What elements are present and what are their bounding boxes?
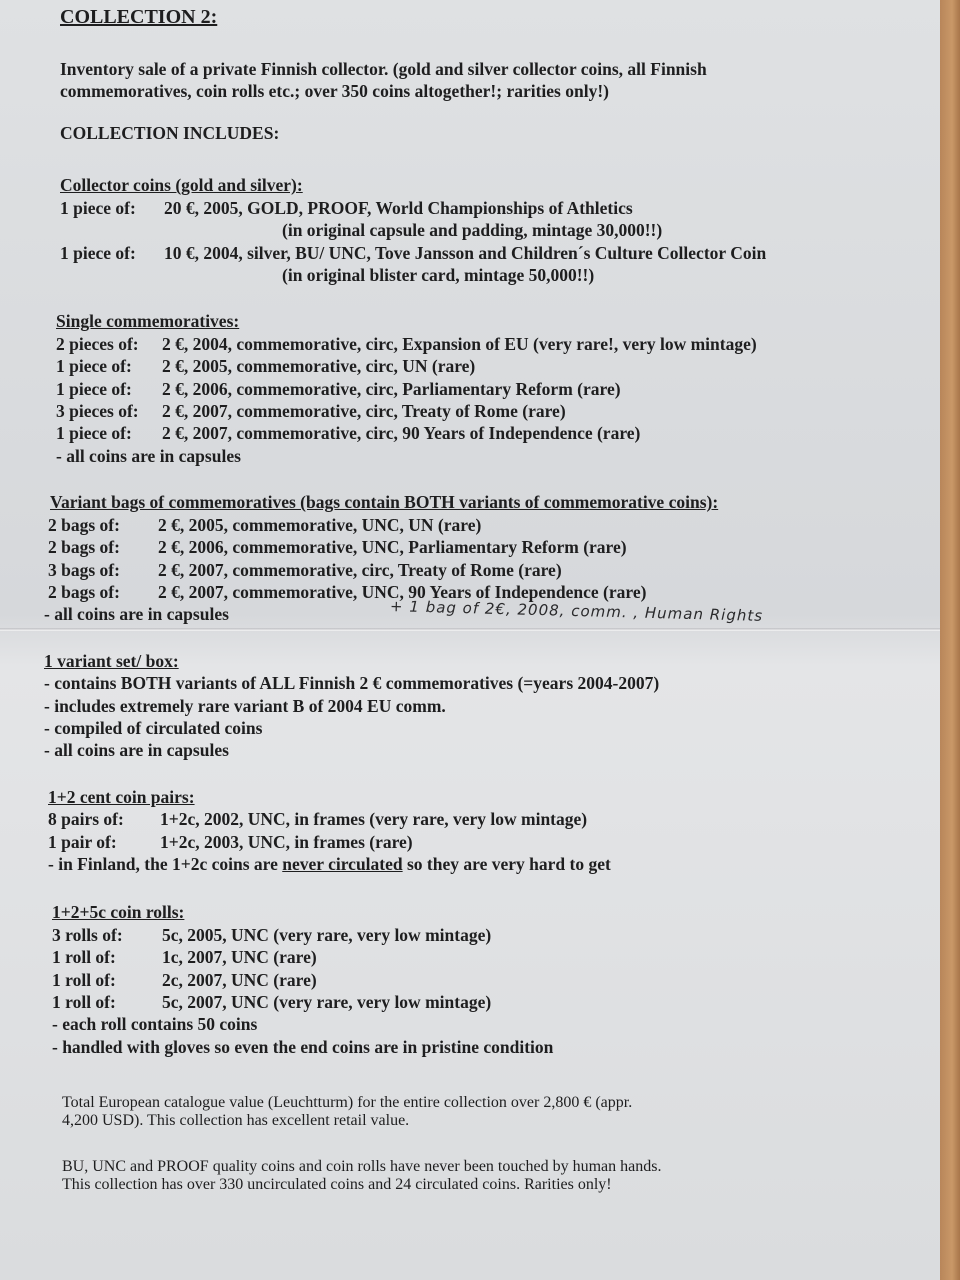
section-note: - handled with gloves so even the end coins are in pristine condition [52,1036,554,1057]
section-heading: 1+2 cent coin pairs: [48,786,195,807]
total-line: Total European catalogue value (Leuchtturm) for the entire collection over 2,800 € (appr. [62,1094,633,1111]
item-quantity: 1 pair of: [48,831,117,852]
section-heading: 1+2+5c coin rolls: [52,902,185,923]
collector-coins-section [44,174,924,286]
item-quantity: 1 piece of: [56,356,132,377]
intro-line: commemoratives, coin rolls etc.; over 350 coins altogether!; rarities only!) [60,81,609,101]
item-quantity: 8 pairs of: [48,809,124,830]
item-quantity: 1 roll of: [52,992,116,1012]
section-note: - contains BOTH variants of ALL Finnish 2 € commemoratives (=years 2004-2007) [44,673,660,694]
list-item [48,831,924,853]
list-item [52,969,924,991]
list-item [48,559,924,581]
item-quantity: 1 roll of: [52,969,116,990]
item-description: 2 €, 2007, commemorative, circ, Treaty of Rome (rare) [158,559,562,580]
list-item [48,514,924,536]
note-emphasis: never circulated [282,853,403,874]
item-description: 20 €, 2005, GOLD, PROOF, World Championships of Athletics [164,197,633,218]
item-description: 2 €, 2007, commemorative, circ, 90 Years of Independence (rare) [162,423,641,444]
section-heading: 1 variant set/ box: [44,650,179,671]
section-note: - all coins are in capsules [44,740,229,761]
item-quantity: 3 pieces of: [56,401,139,422]
intro-line: Inventory sale of a private Finnish collector. (gold and silver collector coins, all Finnish [60,59,707,79]
list-item [48,536,924,558]
list-item [60,242,924,264]
list-item [56,422,924,444]
note-text: so they are very hard to get [402,853,611,874]
item-quantity: 1 roll of: [52,947,116,968]
item-description: 2c, 2007, UNC (rare) [162,969,317,990]
item-description: 1c, 2007, UNC (rare) [162,947,317,968]
list-item [56,378,924,400]
item-description: 5c, 2005, UNC (very rare, very low mintage) [162,924,492,945]
closing-line: This collection has over 330 uncirculated coins and 24 circulated coins. Rarities only! [62,1176,612,1193]
item-description: 2 €, 2007, commemorative, UNC, 90 Years of Independence (rare) [158,581,647,602]
item-description: 2 €, 2005, commemorative, UNC, UN (rare) [158,514,482,535]
section-heading: Single commemoratives: [56,311,240,332]
section-heading: Collector coins (gold and silver): [60,175,303,196]
item-description: 2 €, 2006, commemorative, UNC, Parliamentary Reform (rare) [158,537,627,558]
item-quantity: 3 bags of: [48,559,120,580]
section-heading: Variant bags of commemoratives (bags contain BOTH variants of commemorative coins): [50,492,719,513]
section-note: - compiled of circulated coins [44,717,263,738]
list-item [52,991,924,1013]
note-text: - in Finland, the 1+2c coins are [48,853,283,874]
cent-pairs-section [44,786,924,876]
item-description: 2 €, 2007, commemorative, circ, Treaty of Rome (rare) [162,401,566,422]
item-description: 10 €, 2004, silver, BU/ UNC, Tove Jansson and Children´s Culture Collector Coin [164,242,767,263]
item-description: 2 €, 2006, commemorative, circ, Parliamentary Reform (rare) [162,378,621,399]
item-subnote: (in original capsule and padding, mintage 30,000!!) [282,220,663,241]
item-quantity: 2 pieces of: [56,333,139,354]
includes-heading: COLLECTION INCLUDES: [60,123,280,143]
wooden-table-edge [940,0,960,1280]
item-subnote: (in original blister card, mintage 50,000!!) [282,265,595,286]
item-description: 1+2c, 2002, UNC, in frames (very rare, very low mintage) [160,809,588,830]
list-item [52,924,924,946]
item-quantity: 1 piece of: [56,423,132,444]
section-note: - all coins are in capsules [56,445,241,466]
item-description: 5c, 2007, UNC (very rare, very low mintage) [162,992,492,1012]
list-item [48,808,924,830]
total-line: 4,200 USD). This collection has excellent retail value. [62,1112,410,1129]
item-description: 1+2c, 2003, UNC, in frames (rare) [160,831,413,852]
item-quantity: 1 piece of: [60,242,136,263]
closing-paragraph [62,1158,882,1194]
list-item [56,333,924,355]
closing-line: BU, UNC and PROOF quality coins and coin rolls have never been touched by human hands. [62,1158,662,1175]
single-commemoratives-section [44,310,924,467]
section-note: - each roll contains 50 coins [52,1014,258,1035]
total-value-paragraph [62,1094,862,1130]
list-item [52,946,924,968]
document-title: COLLECTION 2: [60,6,218,28]
list-item [60,197,924,219]
item-quantity: 2 bags of: [48,537,120,558]
list-item [56,400,924,422]
item-quantity: 1 piece of: [56,378,132,399]
item-quantity: 2 bags of: [48,581,120,602]
list-item [56,355,924,377]
item-quantity: 1 piece of: [60,197,136,218]
intro-paragraph [60,58,924,102]
item-description: 2 €, 2005, commemorative, circ, UN (rare) [162,356,476,377]
item-quantity: 3 rolls of: [52,924,123,945]
item-description: 2 €, 2004, commemorative, circ, Expansion of EU (very rare!, very low mintage) [162,333,757,354]
section-note: - all coins are in capsules [44,604,229,625]
variant-set-section [44,650,924,762]
document-body [44,4,924,1058]
section-note [48,853,924,875]
handwritten-note: + 1 bag of 2€, 2008, comm. , Human Rights [389,597,764,625]
item-quantity: 2 bags of: [48,514,120,535]
coin-rolls-section [44,901,924,1058]
section-note: - includes extremely rare variant B of 2004 EU comm. [44,695,446,716]
